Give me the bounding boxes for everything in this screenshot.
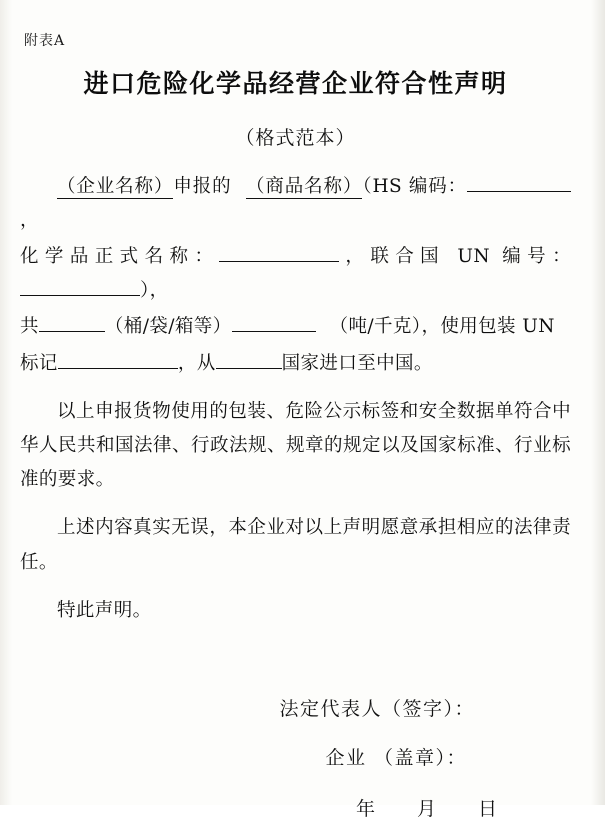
- date-year-label: 年: [355, 798, 377, 821]
- un-mark-blank: [58, 348, 178, 368]
- product-name-placeholder: （商品名称）: [245, 175, 363, 197]
- document-subtitle: （格式范本）: [235, 126, 356, 149]
- quantity-label: 共: [20, 316, 39, 338]
- attachment-label: 附表A: [24, 33, 66, 49]
- declaration-section: [20, 170, 571, 629]
- weight-blank: [232, 312, 316, 332]
- company-name-placeholder: （企业名称）: [57, 175, 174, 197]
- declaration-line-4: [20, 347, 571, 381]
- page-title: 进口危险化学品经营企业符合性声明: [83, 69, 508, 98]
- declaration-line-3: [20, 310, 571, 344]
- signature-section: [20, 694, 571, 821]
- date-day-label: 日: [477, 798, 499, 821]
- import-destination-text: 国家进口至中国。: [281, 352, 433, 374]
- declaration-text-a: 申报的: [173, 175, 232, 197]
- origin-country-blank: [216, 348, 282, 368]
- comma-1: ，: [20, 209, 39, 231]
- statement-paragraph-2: 上述内容真实无误，本企业对以上声明愿意承担相应的法律责任。: [20, 517, 571, 573]
- declaration-line-2: [20, 240, 571, 308]
- weight-unit-label: （吨/千克），使用包装 UN: [329, 316, 555, 338]
- origin-country-label: ，从: [177, 352, 216, 374]
- statement-paragraph-3: 特此声明。: [57, 599, 152, 621]
- un-number-label: ，联合国 UN 编号：: [339, 245, 571, 267]
- hs-code-blank: [467, 171, 571, 191]
- quantity-blank: [39, 312, 105, 332]
- declaration-text-b: ），: [140, 280, 169, 302]
- chemical-name-label: 化学品正式名称：: [20, 245, 220, 267]
- un-mark-label: 标记: [20, 352, 58, 374]
- company-seal-line: 企业 （盖章）：: [325, 747, 467, 770]
- un-number-blank: [20, 276, 140, 296]
- date-month-label: 月: [416, 798, 438, 821]
- legal-representative-line: 法定代表人（签字）：: [279, 698, 475, 721]
- statement-paragraph-1: 以上申报货物使用的包装、危险公示标签和安全数据单符合中华人民共和国法律、行政法规、规章的规定以及国家标准、行业标准的要求。: [20, 400, 571, 491]
- hs-code-label: （HS 编码：: [362, 175, 467, 197]
- package-type-label: （桶/袋/箱等）: [104, 316, 232, 338]
- date-line: [20, 794, 571, 821]
- chemical-name-blank: [219, 242, 339, 262]
- declaration-line-1: [20, 170, 571, 238]
